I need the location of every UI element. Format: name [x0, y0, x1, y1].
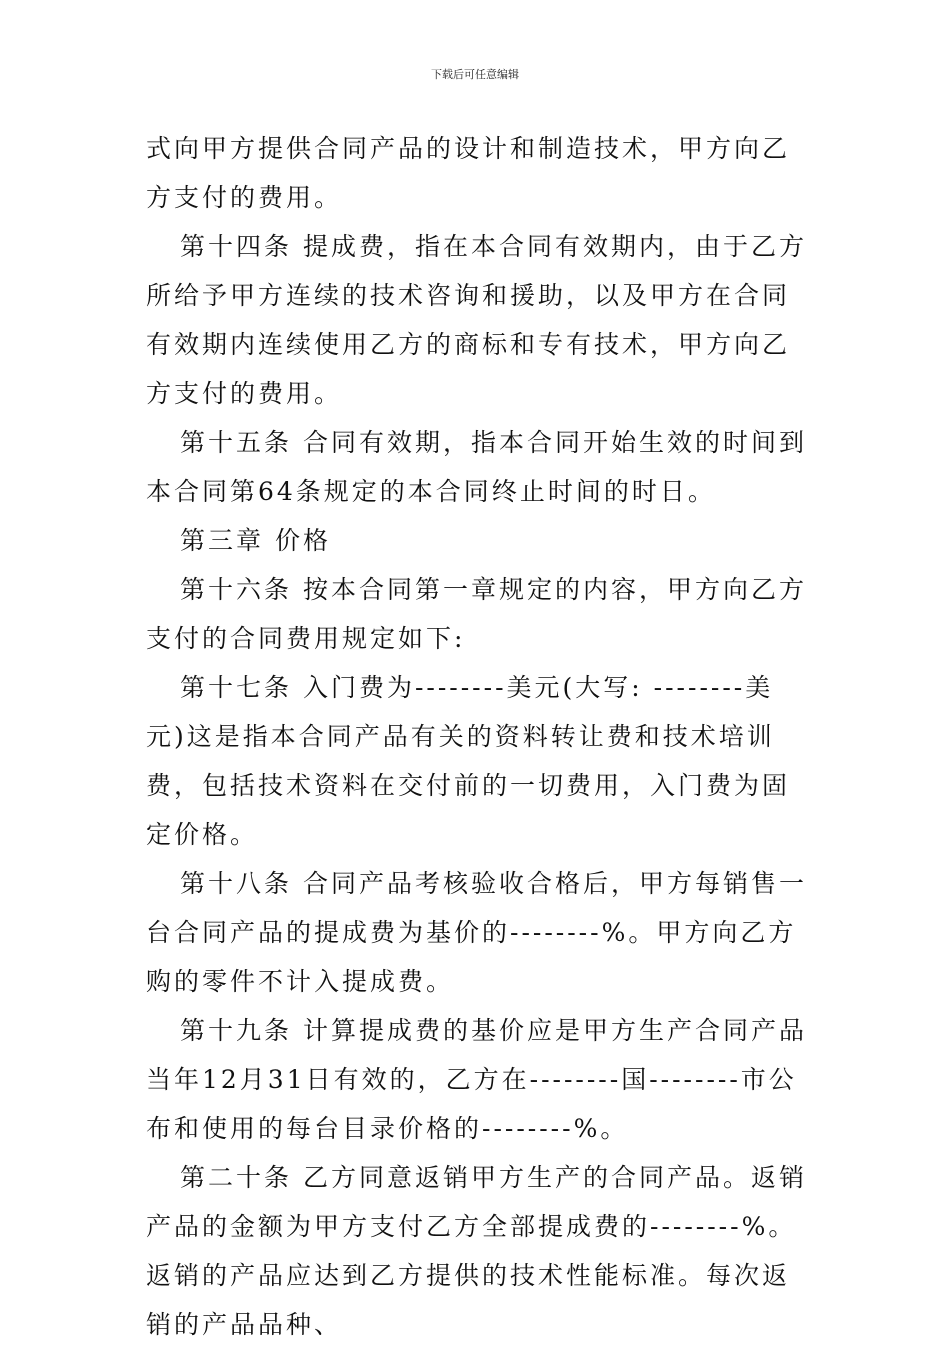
paragraph-article-19: 第十九条 计算提成费的基价应是甲方生产合同产品当年12月31日有效的，乙方在--------国--------市公布和使用的每台目录价格的--------%。 — [146, 1016, 807, 1143]
contract-body — [146, 124, 811, 1349]
paragraph-article-14: 第十四条 提成费，指在本合同有效期内，由于乙方所给予甲方连续的技术咨询和援助，以及甲方在合同有效期内连续使用乙方的商标和专有技术，甲方向乙方支付的费用。 — [146, 232, 807, 408]
paragraph-article-16: 第十六条 按本合同第一章规定的内容，甲方向乙方支付的合同费用规定如下: — [146, 575, 807, 653]
page-header: 下载后可任意编辑 — [431, 68, 519, 81]
paragraph-article-15: 第十五条 合同有效期，指本合同开始生效的时间到本合同第64条规定的本合同终止时间的时日。 — [146, 428, 807, 506]
paragraph-article-18: 第十八条 合同产品考核验收合格后，甲方每销售一台合同产品的提成费为基价的--------%。甲方向乙方购的零件不计入提成费。 — [146, 869, 807, 996]
paragraph-continuation: 式向甲方提供合同产品的设计和制造技术，甲方向乙方支付的费用。 — [146, 134, 791, 212]
paragraph-article-20: 第二十条 乙方同意返销甲方生产的合同产品。返销产品的金额为甲方支付乙方全部提成费的--------%。返销的产品应达到乙方提供的技术性能标准。每次返销的产品品种、 — [146, 1163, 807, 1339]
chapter-heading: 第三章 价格 — [180, 526, 331, 555]
paragraph-article-17: 第十七条 入门费为--------美元(大写: --------美元)这是指本合同产品有关的资料转让费和技术培训费，包括技术资料在交付前的一切费用，入门费为固定价格。 — [146, 673, 791, 849]
